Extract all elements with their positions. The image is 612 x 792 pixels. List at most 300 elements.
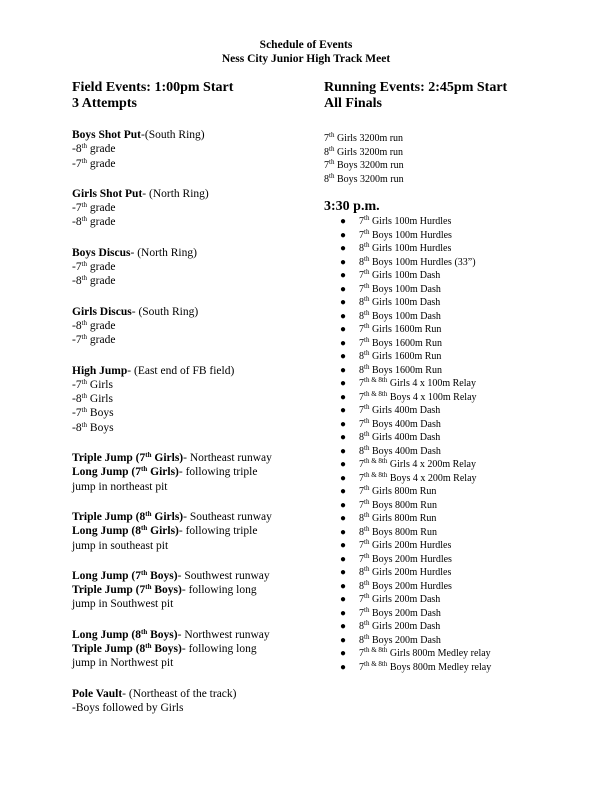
document-header	[0, 38, 612, 66]
text-segment: -(South Ring)	[141, 129, 205, 141]
text-segment: -8	[72, 275, 82, 288]
text-segment: 8	[324, 146, 329, 158]
ordinal-suffix: th	[381, 457, 388, 465]
running-event-item	[324, 539, 574, 553]
ordinal-suffix: th	[141, 568, 148, 577]
text-segment: 8	[359, 445, 364, 457]
ordinal-suffix: th	[145, 509, 152, 518]
field-event-line	[72, 569, 312, 583]
text-segment: Girls 100m Dash	[369, 270, 441, 281]
ordinal-suffix: th	[329, 158, 335, 166]
field-event-group	[72, 305, 312, 348]
text-segment: 8	[359, 310, 364, 322]
text-segment: Girls)	[151, 510, 184, 523]
ordinal-suffix: th	[381, 389, 388, 398]
text-segment: - (North Ring)	[130, 246, 197, 259]
ordinal-suffix: th	[364, 430, 370, 438]
text-segment: 8	[359, 621, 364, 632]
text-segment: Boys 200m Dash	[369, 607, 441, 619]
text-segment: -7	[72, 407, 82, 420]
ordinal-suffix: th	[81, 215, 88, 224]
field-event-group	[72, 246, 312, 289]
bullet-icon: ●	[340, 243, 347, 254]
ordinal-suffix: th	[364, 416, 370, 425]
text-segment: Boys)	[151, 643, 182, 656]
running-event-item	[324, 256, 574, 270]
field-event-line	[72, 187, 312, 201]
ordinal-suffix: th	[141, 627, 148, 636]
text-segment: Girls 400m Dash	[369, 432, 441, 443]
ordinal-suffix: th	[145, 642, 152, 651]
bullet-icon: ●	[340, 459, 347, 470]
text-segment: 7	[359, 405, 364, 416]
text-segment: 7	[359, 661, 364, 673]
field-event-group	[72, 569, 312, 612]
text-segment: Boys 400m Dash	[369, 418, 441, 430]
text-segment: 8	[359, 351, 364, 362]
distance-run-item	[324, 159, 574, 173]
field-event-line	[72, 480, 312, 494]
text-segment: -8	[72, 393, 82, 406]
ordinal-suffix: th	[81, 142, 88, 151]
text-segment: Girls 100m Hurdles	[369, 216, 452, 227]
text-segment: Triple Jump (8	[72, 643, 146, 656]
field-event-line	[72, 333, 312, 347]
text-segment: 7	[359, 283, 364, 295]
text-segment: Girls 3200m run	[334, 133, 404, 144]
running-event-item	[324, 215, 574, 229]
ordinal-suffix: th	[329, 131, 335, 139]
text-segment: grade	[87, 319, 116, 332]
text-segment: 7	[359, 459, 364, 470]
text-segment: Girls 800m Run	[369, 513, 437, 524]
running-event-item	[324, 445, 574, 459]
field-event-group	[72, 364, 312, 435]
bullet-icon: ●	[340, 432, 347, 443]
text-segment: Girls 200m Hurdles	[369, 567, 452, 578]
field-event-line	[72, 583, 312, 597]
ordinal-suffix: th	[145, 583, 152, 592]
text-segment: 7	[359, 391, 364, 403]
text-segment: Girls)	[151, 452, 184, 465]
ordinal-suffix: th	[141, 465, 148, 474]
running-event-item	[324, 404, 574, 418]
bullet-icon: ●	[340, 526, 347, 538]
ordinal-suffix: th	[381, 646, 388, 654]
text-segment: Boys 400m Dash	[369, 445, 441, 457]
ordinal-suffix: th	[364, 524, 370, 533]
field-event-group	[72, 687, 312, 716]
text-segment: 7	[359, 378, 364, 389]
text-segment: grade	[87, 143, 116, 156]
text-segment: - (South Ring)	[131, 305, 199, 318]
bullet-icon: ●	[340, 472, 347, 484]
text-segment: Boys 800m Run	[369, 499, 437, 511]
bullet-icon: ●	[340, 256, 347, 268]
text-segment: 7	[359, 499, 364, 511]
text-segment: Girls 100m Hurdles	[369, 243, 452, 254]
running-event-item	[324, 580, 574, 594]
ordinal-suffix: th	[364, 268, 370, 276]
field-event-line	[72, 392, 312, 406]
text-segment: Long Jump (8	[72, 628, 142, 641]
running-event-item	[324, 499, 574, 513]
text-segment: -7	[72, 378, 82, 391]
ordinal-suffix: th	[364, 497, 370, 506]
text-segment: grade	[87, 334, 116, 347]
text-segment: - Southwest runway	[177, 569, 270, 582]
text-segment: Boys 200m Hurdles	[369, 553, 452, 565]
bullet-icon: ●	[340, 553, 347, 565]
ordinal-suffix: th	[81, 392, 88, 401]
text-segment: - (East end of FB field)	[127, 364, 235, 377]
text-segment: Girls 4 x 100m Relay	[387, 378, 476, 389]
text-segment: Boys 3200m run	[334, 160, 404, 171]
distance-run-item	[324, 173, 574, 187]
field-event-line	[72, 157, 312, 171]
text-segment: 8	[359, 297, 364, 308]
field-event-groups	[72, 128, 312, 715]
ordinal-suffix: th	[141, 524, 148, 533]
field-event-line	[72, 364, 312, 378]
running-event-item	[324, 242, 574, 256]
bullet-icon: ●	[340, 661, 347, 673]
field-event-line	[72, 305, 312, 319]
text-segment: Triple Jump (7	[72, 584, 146, 597]
running-event-item	[324, 337, 574, 351]
field-event-line	[72, 597, 312, 611]
text-segment: 8	[359, 256, 364, 268]
text-segment: grade	[87, 157, 116, 170]
bullet-icon: ●	[340, 378, 347, 389]
text-segment: 8	[324, 173, 329, 185]
ordinal-suffix: th	[81, 201, 88, 210]
bullet-icon: ●	[340, 283, 347, 295]
bullet-icon: ●	[340, 445, 347, 457]
running-event-item	[324, 661, 574, 675]
running-event-item	[324, 377, 574, 391]
bullet-icon: ●	[340, 634, 347, 646]
ordinal-suffix: th	[364, 295, 370, 303]
bullet-icon: ●	[340, 418, 347, 430]
bullet-icon: ●	[340, 351, 347, 362]
ordinal-suffix: th	[364, 362, 370, 371]
text-segment: -8	[72, 143, 82, 156]
field-event-line	[72, 378, 312, 392]
text-segment: Boys)	[151, 584, 182, 597]
bullet-icon: ●	[340, 229, 347, 241]
running-event-item	[324, 296, 574, 310]
text-segment: Boys 100m Hurdles (33”)	[369, 256, 476, 268]
text-segment: jump in southeast pit	[72, 539, 169, 552]
text-segment: Boys)	[147, 569, 178, 582]
bullet-icon: ●	[340, 513, 347, 524]
bullet-icon: ●	[340, 270, 347, 281]
ordinal-suffix: th	[81, 333, 88, 342]
ordinal-suffix: th	[364, 335, 370, 344]
ordinal-suffix: th	[364, 511, 370, 519]
text-segment: -8	[72, 216, 82, 229]
text-segment: Boys	[87, 407, 114, 420]
text-segment: Girls 200m Hurdles	[369, 540, 452, 551]
field-event-line	[72, 687, 312, 701]
field-event-group	[72, 187, 312, 230]
text-segment: 8	[359, 364, 364, 376]
ordinal-suffix: th	[364, 443, 370, 452]
bullet-icon: ●	[340, 486, 347, 497]
field-event-line	[72, 465, 312, 479]
text-segment: 7	[359, 472, 364, 484]
field-event-line	[72, 421, 312, 435]
running-event-item	[324, 526, 574, 540]
field-event-line	[72, 656, 312, 670]
bullet-icon: ●	[340, 337, 347, 349]
text-segment: Boys 1600m Run	[369, 337, 442, 349]
text-segment: Boys 800m Run	[369, 526, 437, 538]
text-segment: 8	[359, 567, 364, 578]
running-event-item	[324, 364, 574, 378]
text-segment: grade	[87, 261, 116, 274]
text-segment: Girls 800m Run	[369, 486, 437, 497]
text-segment: Girls 3200m run	[334, 146, 404, 158]
ordinal-suffix: th	[364, 551, 370, 560]
text-segment: -7	[72, 261, 82, 274]
ordinal-suffix: th & 8	[364, 646, 382, 654]
bullet-icon: ●	[340, 621, 347, 632]
running-event-item	[324, 350, 574, 364]
field-event-line	[72, 274, 312, 288]
text-segment: -8	[72, 421, 82, 434]
ordinal-suffix: th & 8	[364, 457, 382, 465]
field-event-group	[72, 128, 312, 171]
running-event-item	[324, 310, 574, 324]
ordinal-suffix: th	[364, 322, 370, 330]
running-event-item	[324, 472, 574, 486]
text-segment: Pole Vault	[72, 687, 123, 700]
text-segment: Girls)	[147, 525, 179, 538]
ordinal-suffix: th	[81, 156, 88, 165]
ordinal-suffix: th	[329, 171, 335, 180]
ordinal-suffix: th	[364, 578, 370, 587]
ordinal-suffix: th	[364, 538, 370, 546]
ordinal-suffix: th & 8	[364, 389, 382, 398]
ordinal-suffix: th	[364, 308, 370, 317]
text-segment: 8	[359, 513, 364, 524]
text-segment: -7	[72, 202, 82, 215]
bullet-icon: ●	[340, 216, 347, 227]
text-segment: Triple Jump (7	[72, 452, 146, 465]
ordinal-suffix: th	[364, 605, 370, 614]
ordinal-suffix: th & 8	[364, 470, 382, 479]
text-segment: jump in northeast pit	[72, 480, 168, 493]
text-segment: 7	[359, 229, 364, 241]
ordinal-suffix: th	[81, 420, 88, 429]
ordinal-suffix: th & 8	[364, 659, 382, 668]
running-event-item	[324, 458, 574, 472]
field-event-line	[72, 128, 312, 142]
running-event-item	[324, 391, 574, 405]
text-segment: 8	[359, 432, 364, 443]
field-event-group	[72, 628, 312, 671]
document-title: Schedule of Events	[259, 39, 353, 51]
running-event-item	[324, 269, 574, 283]
text-segment: Girls 1600m Run	[369, 351, 442, 362]
field-event-line	[72, 215, 312, 229]
distance-run-item	[324, 132, 574, 146]
text-segment: 8	[359, 243, 364, 254]
text-segment: -8	[72, 319, 82, 332]
bullet-icon: ●	[340, 364, 347, 376]
ordinal-suffix: th	[364, 619, 370, 627]
text-segment: Boys 100m Hurdles	[369, 229, 452, 241]
bullet-icon: ●	[340, 391, 347, 403]
ordinal-suffix: th	[364, 632, 370, 641]
text-segment: Boys 200m Dash	[369, 634, 441, 646]
ordinal-suffix: th	[81, 274, 88, 283]
text-segment: Girls 1600m Run	[369, 324, 442, 335]
running-event-item	[324, 323, 574, 337]
field-event-line	[72, 524, 312, 538]
text-segment: 7	[359, 270, 364, 281]
text-segment: Boys 3200m run	[334, 173, 404, 185]
running-event-item	[324, 553, 574, 567]
session-time-heading: 3:30 p.m.	[324, 199, 380, 214]
text-segment: 7	[359, 418, 364, 430]
bullet-icon: ●	[340, 324, 347, 335]
ordinal-suffix: th	[364, 484, 370, 492]
text-segment: - Southeast runway	[183, 510, 272, 523]
text-segment: - Northwest runway	[177, 628, 270, 641]
text-segment: Girls)	[147, 466, 179, 479]
text-segment: -7	[72, 157, 82, 170]
text-segment: - (Northeast of the track)	[122, 687, 237, 700]
bullet-icon: ●	[340, 567, 347, 578]
text-segment: Girls 100m Dash	[369, 297, 441, 308]
text-segment: Boys 100m Dash	[369, 283, 441, 295]
text-segment: 8	[359, 526, 364, 538]
running-event-item	[324, 431, 574, 445]
ordinal-suffix: th	[81, 377, 88, 386]
text-segment: -7	[72, 334, 82, 347]
ordinal-suffix: th	[364, 281, 370, 290]
bullet-icon: ●	[340, 648, 347, 659]
running-event-item	[324, 566, 574, 580]
text-segment: Boys 4 x 100m Relay	[387, 391, 477, 403]
text-segment: Girls Shot Put	[72, 187, 143, 200]
text-segment: Boys)	[147, 628, 178, 641]
ordinal-suffix: th	[81, 260, 88, 269]
bullet-icon: ●	[340, 405, 347, 416]
text-segment: Boys 100m Dash	[369, 310, 441, 322]
text-segment: 7	[324, 133, 329, 144]
text-segment: Boys 800m Medley relay	[387, 661, 492, 673]
text-segment: Girls 400m Dash	[369, 405, 441, 416]
bullet-icon: ●	[340, 297, 347, 308]
bullet-icon: ●	[340, 607, 347, 619]
running-event-item	[324, 229, 574, 243]
ordinal-suffix: th	[364, 592, 370, 600]
text-segment: 8	[359, 634, 364, 646]
field-event-line	[72, 701, 312, 715]
text-segment: 8	[359, 580, 364, 592]
text-segment: 7	[359, 486, 364, 497]
text-segment: - Northeast runway	[183, 452, 272, 465]
field-event-line	[72, 201, 312, 215]
running-events-column	[324, 80, 574, 674]
field-event-line	[72, 642, 312, 656]
bullet-icon: ●	[340, 580, 347, 592]
bullet-icon: ●	[340, 310, 347, 322]
text-segment: - following long	[181, 584, 257, 597]
text-segment: Boys 1600m Run	[369, 364, 442, 376]
field-event-group	[72, 451, 312, 494]
running-event-item	[324, 620, 574, 634]
text-segment: Girls 200m Dash	[369, 621, 441, 632]
text-segment: Girls 800m Medley relay	[387, 648, 491, 659]
running-event-item	[324, 512, 574, 526]
ordinal-suffix: th	[364, 254, 370, 263]
field-event-group	[72, 510, 312, 553]
text-segment: Boys	[87, 421, 114, 434]
running-event-item	[324, 634, 574, 648]
text-segment: 7	[359, 540, 364, 551]
running-events-subtitle: All Finals	[324, 96, 382, 111]
field-event-line	[72, 142, 312, 156]
running-event-item	[324, 647, 574, 661]
text-segment: Long Jump (8	[72, 525, 142, 538]
field-events-title: Field Events: 1:00pm Start	[72, 80, 234, 95]
running-event-item	[324, 283, 574, 297]
text-segment: 7	[359, 324, 364, 335]
text-segment: grade	[87, 202, 116, 215]
field-event-line	[72, 510, 312, 524]
field-event-line	[72, 539, 312, 553]
distance-run-block	[324, 132, 574, 186]
ordinal-suffix: th	[381, 470, 388, 479]
field-events-subtitle: 3 Attempts	[72, 96, 137, 111]
ordinal-suffix: th	[364, 214, 370, 222]
text-segment: - following triple	[178, 466, 258, 479]
text-segment: Girls	[87, 393, 113, 406]
text-segment: grade	[87, 216, 116, 229]
text-segment: Long Jump (7	[72, 569, 142, 582]
ordinal-suffix: th	[81, 406, 88, 415]
text-segment: grade	[87, 275, 116, 288]
ordinal-suffix: th	[381, 659, 388, 668]
text-segment: 7	[359, 607, 364, 619]
text-segment: Girls 200m Dash	[369, 594, 441, 605]
text-segment: Girls 4 x 200m Relay	[387, 459, 476, 470]
bullet-icon: ●	[340, 594, 347, 605]
text-segment: Boys 200m Hurdles	[369, 580, 452, 592]
field-event-line	[72, 319, 312, 333]
field-event-line	[72, 406, 312, 420]
text-segment: -Boys followed by Girls	[72, 701, 184, 714]
ordinal-suffix: th	[381, 376, 388, 384]
text-segment: 7	[359, 553, 364, 565]
text-segment: Girls Discus	[72, 305, 132, 318]
ordinal-suffix: th	[364, 565, 370, 573]
text-segment: - following triple	[178, 525, 258, 538]
field-event-line	[72, 260, 312, 274]
text-segment: - (North Ring)	[142, 187, 209, 200]
text-segment: High Jump	[72, 364, 128, 377]
text-segment: Girls	[87, 378, 113, 391]
running-event-item	[324, 418, 574, 432]
document-subtitle: Ness City Junior High Track Meet	[221, 53, 391, 65]
running-event-item	[324, 593, 574, 607]
ordinal-suffix: th	[81, 318, 88, 327]
